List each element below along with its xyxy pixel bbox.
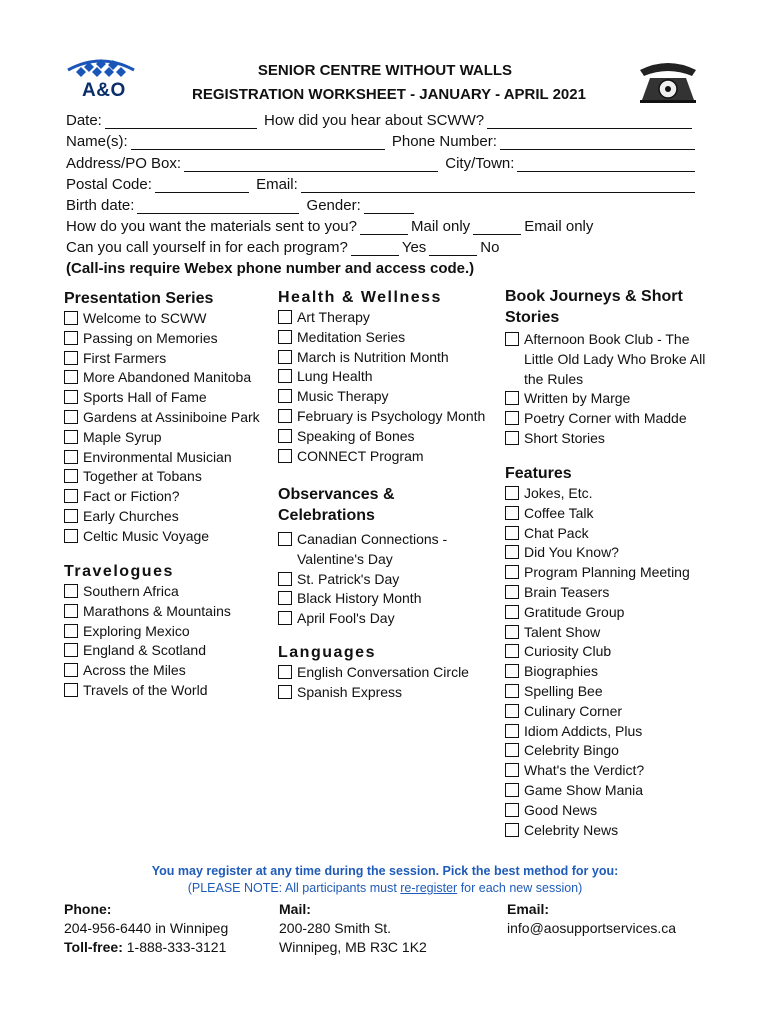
health-list: [278, 308, 498, 466]
mail-only-label: Mail only: [411, 218, 471, 235]
checkbox[interactable]: [278, 409, 292, 423]
no-field[interactable]: [429, 240, 477, 256]
page-title: SENIOR CENTRE WITHOUT WALLS: [257, 62, 513, 79]
checkbox-item[interactable]: [278, 328, 498, 348]
checkbox-item[interactable]: [64, 527, 274, 547]
checkbox-item[interactable]: [64, 329, 274, 349]
checkbox-label: CONNECT Program: [297, 447, 424, 464]
presentation-list: [64, 309, 274, 547]
checkbox-label: Spanish Express: [297, 683, 403, 700]
checkbox-label: Maple Syrup: [83, 428, 162, 445]
checkbox-label: St. Patrick's Day: [297, 570, 400, 587]
checkbox-label: Program Planning Meeting: [524, 564, 690, 581]
no-label: No: [480, 239, 500, 256]
checkbox[interactable]: [505, 644, 519, 658]
checkbox-label: Southern Africa: [83, 583, 179, 599]
checkbox[interactable]: [505, 704, 519, 718]
travelogues-list: [64, 582, 274, 701]
mail-contact-label: Mail:: [279, 901, 311, 917]
checkbox-label: Black History Month: [297, 590, 422, 607]
names-field[interactable]: [131, 134, 385, 150]
checkbox-label: Chat Pack: [524, 524, 589, 541]
checkbox[interactable]: [505, 605, 519, 619]
checkbox-item[interactable]: [64, 349, 274, 369]
checkbox-label: Marathons & Mountains: [83, 602, 231, 619]
tollfree-value: 1-888-333-3121: [126, 939, 227, 955]
checkbox[interactable]: [505, 526, 519, 540]
email-contact-value[interactable]: info@aosupportservices.ca: [507, 920, 677, 936]
checkbox-item[interactable]: [505, 524, 717, 544]
address-field[interactable]: [184, 156, 438, 172]
mail-line2: Winnipeg, MB R3C 1K2: [279, 939, 427, 955]
checkbox-item[interactable]: [505, 623, 717, 643]
checkbox-item[interactable]: [278, 367, 498, 387]
checkbox[interactable]: [505, 823, 519, 837]
callin-question: Can you call yourself in for each program?: [66, 239, 348, 256]
checkbox[interactable]: [64, 529, 78, 543]
checkbox-item[interactable]: [278, 570, 468, 590]
phone-contact-label: Phone:: [64, 901, 112, 917]
section-title-line1: Book Journeys & Short: [505, 288, 683, 305]
checkbox[interactable]: [278, 449, 292, 463]
checkbox-item[interactable]: [505, 642, 717, 662]
checkbox-label: Together at Tobans: [83, 468, 202, 485]
hear-field[interactable]: [487, 113, 692, 129]
tollfree-label: Toll-free:: [64, 939, 123, 955]
checkbox[interactable]: [278, 572, 292, 586]
checkbox-item[interactable]: [64, 428, 274, 448]
checkbox-label: Game Show Mania: [524, 781, 644, 798]
checkbox-item[interactable]: [64, 641, 274, 661]
checkbox-item[interactable]: [278, 663, 498, 683]
section-title-line2: Stories: [505, 309, 560, 326]
checkbox[interactable]: [505, 506, 519, 520]
checkbox-item[interactable]: [505, 429, 717, 449]
section-title: Health & Wellness: [278, 289, 442, 306]
checkbox-item[interactable]: [64, 582, 274, 602]
yes-label: Yes: [401, 239, 427, 256]
contact-phone: [64, 900, 228, 957]
checkbox-label: Jokes, Etc.: [524, 485, 593, 501]
mail-line1: 200-280 Smith St.: [279, 920, 392, 936]
email-field[interactable]: [301, 177, 695, 193]
checkbox-item[interactable]: [505, 504, 717, 524]
checkbox[interactable]: [64, 430, 78, 444]
checkbox-label: April Fool's Day: [297, 610, 395, 627]
birth-label: Birth date:: [66, 197, 135, 214]
callin-note: (Call-ins require Webex phone number and access code.): [66, 260, 475, 277]
checkbox-item[interactable]: [505, 409, 717, 429]
books-list: [505, 330, 717, 449]
checkbox-label: Passing on Memories: [83, 329, 218, 346]
checkbox-label: Biographies: [524, 663, 598, 680]
presentation-series-section: [64, 288, 274, 547]
form-row-postal: [66, 176, 698, 193]
form-row-date: [66, 112, 695, 129]
checkbox[interactable]: [64, 584, 78, 598]
checkbox[interactable]: [64, 410, 78, 424]
checkbox[interactable]: [278, 532, 292, 546]
checkbox-label: Music Therapy: [297, 388, 389, 405]
checkbox-label: Environmental Musician: [83, 448, 232, 465]
checkbox-item[interactable]: [505, 543, 717, 563]
postal-label: Postal Code:: [66, 176, 152, 193]
checkbox[interactable]: [64, 390, 78, 404]
languages-list: [278, 663, 498, 703]
checkbox-label: Gardens at Assiniboine Park: [83, 408, 260, 425]
checkbox-item[interactable]: [64, 467, 274, 487]
checkbox-item[interactable]: [64, 309, 274, 329]
checkbox-label: English Conversation Circle: [297, 664, 469, 680]
checkbox-label: Culinary Corner: [524, 702, 623, 719]
checkbox-item[interactable]: [64, 507, 274, 527]
mail-only-field[interactable]: [360, 219, 408, 235]
observances-section: [278, 484, 468, 629]
checkbox-label: Sports Hall of Fame: [83, 389, 207, 406]
checkbox-label: England & Scotland: [83, 642, 206, 659]
checkbox-item[interactable]: [64, 681, 274, 701]
checkbox-label: Meditation Series: [297, 328, 406, 345]
section-title: Presentation Series: [64, 290, 214, 307]
checkbox-item[interactable]: [505, 583, 717, 603]
checkbox-label: February is Psychology Month: [297, 407, 486, 424]
logo-text: A&O: [82, 80, 126, 101]
email-only-label: Email only: [524, 218, 594, 235]
checkbox-label: Afternoon Book Club - The Little Old Lady Who Broke All the Rules: [524, 331, 706, 387]
phone-field[interactable]: [500, 134, 695, 150]
checkbox[interactable]: [505, 486, 519, 500]
checkbox[interactable]: [64, 663, 78, 677]
checkbox-label: March is Nutrition Month: [297, 348, 449, 365]
form-row-materials: [66, 218, 593, 235]
travelogues-section: [64, 561, 274, 701]
city-field[interactable]: [517, 156, 695, 172]
checkbox-label: Did You Know?: [524, 544, 619, 561]
checkbox-item[interactable]: [278, 387, 498, 407]
checkbox[interactable]: [505, 545, 519, 559]
checkbox-item[interactable]: [505, 484, 717, 504]
checkbox-label: Written by Marge: [524, 390, 631, 407]
hear-label: How did you hear about SCWW?: [264, 112, 485, 129]
checkbox[interactable]: [278, 389, 292, 403]
checkbox[interactable]: [278, 330, 292, 344]
footer-note: [0, 864, 770, 878]
checkbox-item[interactable]: [278, 348, 498, 368]
postal-field[interactable]: [155, 177, 249, 193]
city-label: City/Town:: [445, 155, 515, 172]
checkbox[interactable]: [64, 331, 78, 345]
checkbox-item[interactable]: [278, 683, 498, 703]
checkbox-label: Talent Show: [524, 623, 601, 640]
checkbox-label: Fact or Fiction?: [83, 488, 180, 505]
checkbox[interactable]: [278, 611, 292, 625]
section-title: Travelogues: [64, 563, 174, 580]
checkbox-item[interactable]: [278, 308, 498, 328]
email-contact-label: Email:: [507, 901, 550, 917]
gender-label: Gender:: [306, 197, 361, 214]
checkbox-label: Celebrity News: [524, 821, 619, 838]
checkbox[interactable]: [278, 310, 292, 324]
section-title-line2: Celebrations: [278, 507, 375, 524]
checkbox[interactable]: [505, 625, 519, 639]
checkbox-item[interactable]: [278, 530, 468, 570]
materials-question: How do you want the materials sent to you?: [66, 218, 357, 235]
checkbox[interactable]: [505, 763, 519, 777]
date-field[interactable]: [105, 113, 257, 129]
checkbox-label: Poetry Corner with Madde: [524, 410, 687, 427]
languages-section: [278, 642, 498, 703]
checkbox-label: More Abandoned Manitoba: [83, 369, 252, 386]
checkbox[interactable]: [505, 803, 519, 817]
checkbox-item[interactable]: [64, 487, 274, 507]
checkbox[interactable]: [505, 743, 519, 757]
checkbox-item[interactable]: [278, 447, 498, 467]
footer-note-2: [0, 881, 770, 895]
checkbox[interactable]: [64, 624, 78, 638]
checkbox[interactable]: [64, 450, 78, 464]
checkbox-item[interactable]: [505, 781, 717, 801]
checkbox[interactable]: [64, 311, 78, 325]
checkbox[interactable]: [505, 332, 519, 346]
checkbox-label: Welcome to SCWW: [83, 310, 207, 326]
email-only-field[interactable]: [473, 219, 521, 235]
checkbox-item[interactable]: [505, 801, 717, 821]
checkbox-label: Travels of the World: [83, 681, 208, 698]
names-label: Name(s):: [66, 133, 128, 150]
section-title-line1: Observances &: [278, 486, 395, 503]
checkbox[interactable]: [64, 643, 78, 657]
checkbox-label: Lung Health: [297, 368, 373, 385]
checkbox[interactable]: [505, 724, 519, 738]
checkbox-item[interactable]: [505, 682, 717, 702]
contact-email: [507, 900, 676, 938]
health-wellness-section: [278, 287, 498, 466]
yes-field[interactable]: [351, 240, 399, 256]
checkbox[interactable]: [505, 411, 519, 425]
observances-list: [278, 530, 468, 629]
checkbox[interactable]: [278, 350, 292, 364]
checkbox-item[interactable]: [64, 622, 274, 642]
checkbox[interactable]: [278, 429, 292, 443]
checkbox-item[interactable]: [505, 662, 717, 682]
checkbox-item[interactable]: [278, 407, 498, 427]
checkbox-label: What's the Verdict?: [524, 762, 645, 779]
checkbox-item[interactable]: [64, 448, 274, 468]
checkbox-label: Early Churches: [83, 507, 179, 524]
checkbox[interactable]: [505, 391, 519, 405]
features-list: [505, 484, 717, 840]
checkbox[interactable]: [505, 664, 519, 678]
checkbox-item[interactable]: [505, 603, 717, 623]
checkbox-label: First Farmers: [83, 349, 167, 366]
checkbox-item[interactable]: [505, 702, 717, 722]
checkbox[interactable]: [64, 370, 78, 384]
checkbox-item[interactable]: [505, 389, 717, 409]
checkbox-label: Speaking of Bones: [297, 427, 415, 444]
checkbox[interactable]: [278, 665, 292, 679]
phone-contact-value: 204-956-6440 in Winnipeg: [64, 920, 229, 936]
checkbox[interactable]: [64, 683, 78, 697]
checkbox-item[interactable]: [64, 368, 274, 388]
contact-mail: [279, 900, 427, 957]
email-label: Email:: [256, 176, 298, 193]
checkbox[interactable]: [64, 351, 78, 365]
checkbox-item[interactable]: [505, 330, 717, 389]
checkbox[interactable]: [64, 489, 78, 503]
checkbox-label: Celtic Music Voyage: [83, 527, 210, 544]
gender-field[interactable]: [364, 198, 414, 214]
checkbox-item[interactable]: [505, 741, 717, 761]
page-subtitle: REGISTRATION WORKSHEET - JANUARY - APRIL 2021: [192, 86, 586, 103]
form-row-names: [66, 133, 698, 150]
checkbox-item[interactable]: [64, 388, 274, 408]
checkbox-label: Good News: [524, 801, 598, 818]
checkbox-item[interactable]: [505, 722, 717, 742]
checkbox-label: Celebrity Bingo: [524, 742, 619, 759]
checkbox-item[interactable]: [505, 563, 717, 583]
checkbox-label: Curiosity Club: [524, 643, 612, 660]
book-journeys-section: [505, 286, 717, 449]
checkbox-item[interactable]: [278, 427, 498, 447]
checkbox-label: Brain Teasers: [524, 583, 610, 600]
checkbox[interactable]: [505, 585, 519, 599]
checkbox-label: Across the Miles: [83, 662, 186, 679]
checkbox[interactable]: [505, 431, 519, 445]
phone-label: Phone Number:: [391, 133, 497, 150]
checkbox-label: Spelling Bee: [524, 682, 603, 699]
checkbox-item[interactable]: [278, 589, 468, 609]
section-title: Languages: [278, 644, 376, 661]
birth-field[interactable]: [137, 198, 299, 214]
checkbox-item[interactable]: [64, 408, 274, 428]
checkbox[interactable]: [64, 604, 78, 618]
features-section: [505, 463, 717, 840]
checkbox-item[interactable]: [278, 609, 468, 629]
checkbox[interactable]: [278, 591, 292, 605]
checkbox[interactable]: [64, 509, 78, 523]
checkbox-item[interactable]: [64, 602, 274, 622]
re-register-link[interactable]: re-register: [400, 881, 458, 895]
address-label: Address/PO Box:: [66, 155, 182, 172]
checkbox-label: Art Therapy: [297, 309, 370, 325]
checkbox-label: Idiom Addicts, Plus: [524, 722, 643, 739]
checkbox[interactable]: [278, 685, 292, 699]
checkbox[interactable]: [505, 565, 519, 579]
form-row-address: [66, 155, 698, 172]
checkbox[interactable]: [64, 469, 78, 483]
footer-line2-post: for each new session): [457, 881, 583, 895]
checkbox-label: Canadian Connections - Valentine's Day: [297, 531, 448, 567]
checkbox-label: Coffee Talk: [524, 504, 594, 521]
checkbox-label: Exploring Mexico: [83, 622, 190, 639]
checkbox-item[interactable]: [64, 661, 274, 681]
checkbox-label: Short Stories: [524, 429, 605, 446]
date-label: Date:: [66, 112, 102, 129]
checkbox[interactable]: [505, 684, 519, 698]
checkbox-item[interactable]: [505, 821, 717, 841]
footer-line2-pre: (PLEASE NOTE: All participants must: [187, 881, 401, 895]
section-title: Features: [505, 465, 572, 482]
checkbox-label: Gratitude Group: [524, 603, 625, 620]
checkbox-item[interactable]: [505, 761, 717, 781]
checkbox[interactable]: [505, 783, 519, 797]
checkbox[interactable]: [278, 369, 292, 383]
form-row-callin: [66, 239, 499, 256]
form-row-birth: [66, 197, 417, 214]
footer-line1: You may register at any time during the session. Pick the best method for you:: [151, 864, 619, 878]
